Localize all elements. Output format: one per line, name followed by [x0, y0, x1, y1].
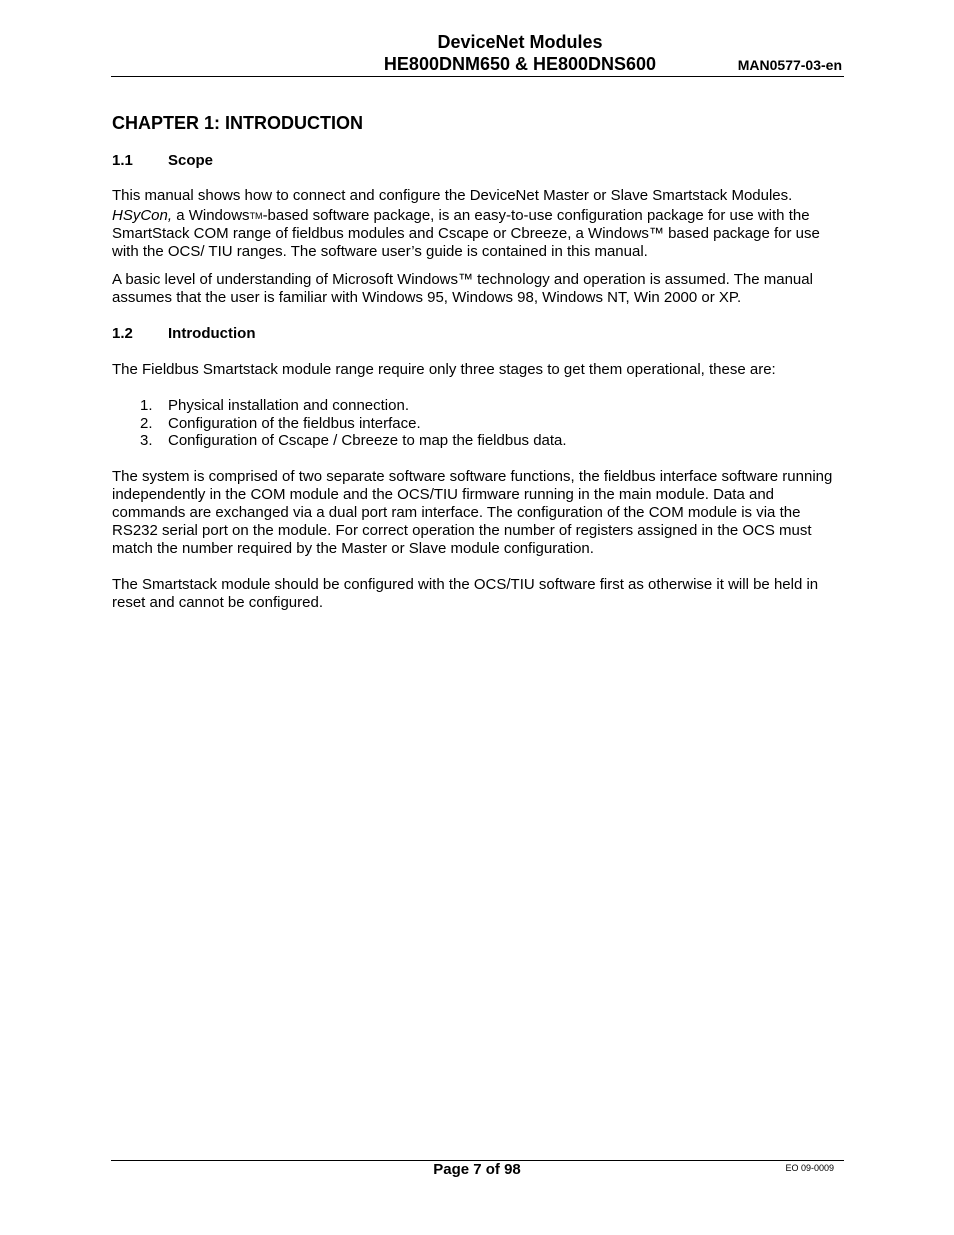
intro-paragraph-1: The Fieldbus Smartstack module range require only three stages to get them operational, these are:	[112, 361, 776, 378]
chapter-title: CHAPTER 1: INTRODUCTION	[112, 113, 363, 133]
scope-paragraph-2	[112, 207, 847, 261]
list-item-number: 1.	[140, 397, 153, 414]
list-item-text: Configuration of the fieldbus interface.	[168, 414, 421, 432]
header-title-line1: DeviceNet Modules	[437, 32, 603, 52]
section-title: Scope	[168, 152, 214, 169]
intro-paragraph-3: The Smartstack module should be configured with the OCS/TIU software first as otherwise it will be held in reset and cannot be configured.	[112, 576, 819, 611]
list-item-text: Physical installation and connection.	[168, 397, 409, 414]
stages-list	[112, 397, 812, 450]
header-title-line2: HE800DNM650 & HE800DNS600	[383, 54, 657, 74]
header-divider	[111, 76, 844, 77]
list-item-number: 3.	[140, 432, 153, 449]
scope-paragraph-3: A basic level of understanding of Microsoft Windows™ technology and operation is assumed. The manual assumes that the user is familiar with Windows 95, Windows 98, Windows NT, Win 2000 or XP.	[112, 271, 813, 306]
list-item-text: Configuration of Cscape / Cbreeze to map the fieldbus data.	[168, 432, 567, 449]
trademark-symbol: TM	[249, 211, 263, 221]
scope-paragraph-1: This manual shows how to connect and configure the DeviceNet Master or Slave Smartstack Modules.	[112, 187, 793, 204]
section-heading-introduction	[112, 325, 255, 343]
paragraph-text: -based software package, is an easy-to-use configuration package for use with the SmartStack COM range of fieldbus modules and Cscape or Cbreeze, a Windows™ based package for use with the OCS/ TIU ranges. The software user’s guide is contained in this manual.	[112, 207, 820, 260]
eo-code: EO 09-0009	[785, 1163, 834, 1173]
section-number: 1.1	[112, 152, 133, 169]
product-name: HSyCon,	[112, 207, 173, 224]
intro-paragraph-2: The system is comprised of two separate software software functions, the fieldbus interface software running independently in the COM module and the OCS/TIU firmware running in the main module. Data and commands are exchanged via a dual port ram interface. The configuration of the COM module is via the RS232 serial port on the module. For correct operation the number of registers assigned in the OCS must match the number required by the Master or Slave module configuration.	[112, 468, 833, 557]
paragraph-text: a Windows	[172, 207, 250, 224]
page-number: Page 7 of 98	[433, 1161, 521, 1178]
list-item	[112, 397, 812, 415]
section-heading-scope	[112, 152, 213, 170]
section-title: Introduction	[168, 325, 256, 342]
document-code: MAN0577-03-en	[737, 57, 842, 73]
section-number: 1.2	[112, 325, 133, 342]
list-item	[112, 415, 812, 433]
list-item	[112, 432, 812, 450]
list-item-number: 2.	[140, 414, 153, 432]
